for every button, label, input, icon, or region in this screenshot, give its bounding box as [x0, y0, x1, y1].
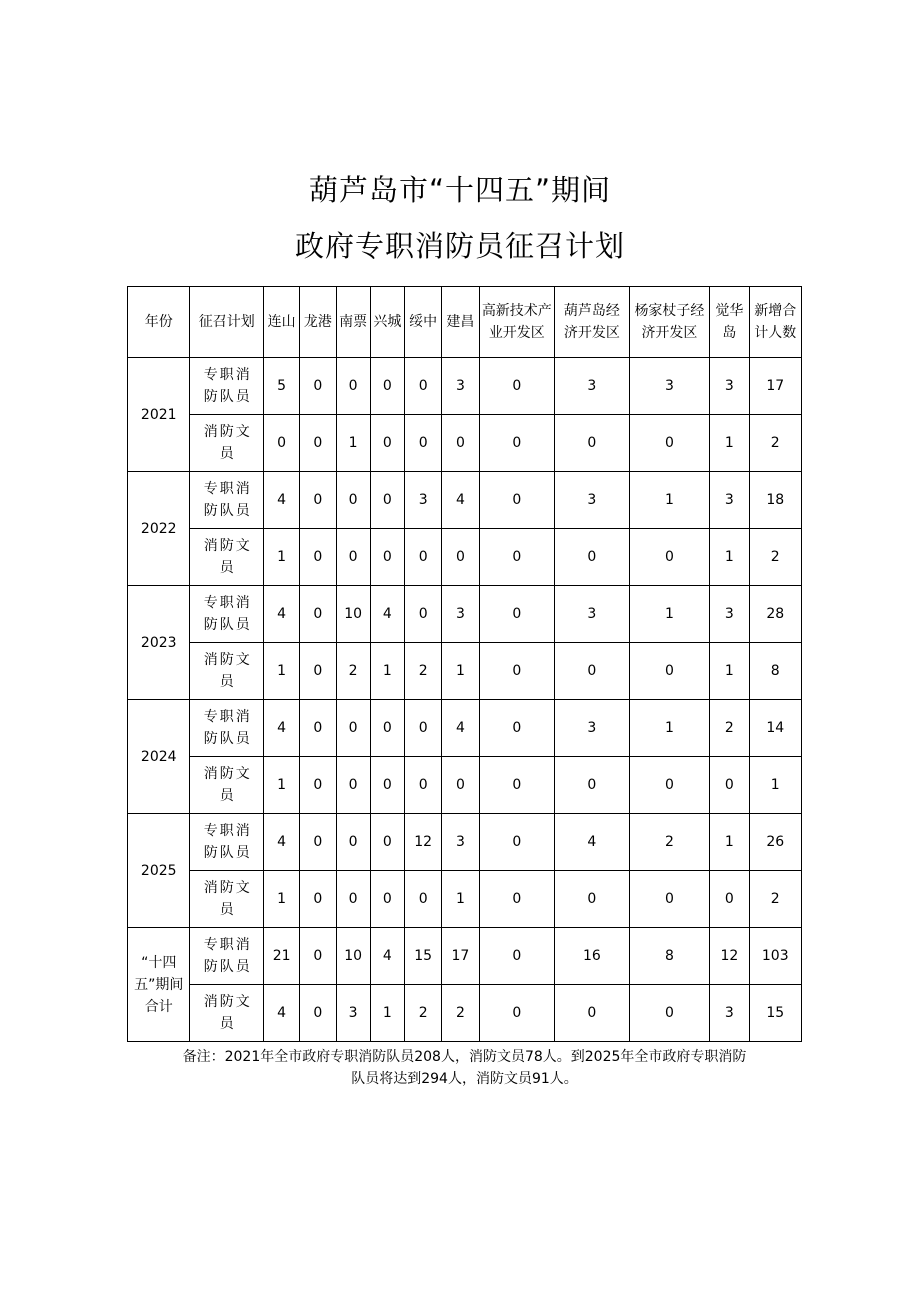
value-cell: 2: [405, 643, 442, 700]
value-cell: 0: [370, 871, 404, 928]
value-cell: 0: [300, 472, 336, 529]
value-cell: 0: [479, 643, 555, 700]
header-cell: 征召计划: [190, 287, 264, 358]
value-cell: 1: [370, 643, 404, 700]
value-cell: 2: [629, 814, 710, 871]
category-cell: 专职消防队员: [190, 814, 264, 871]
value-cell: 0: [370, 358, 404, 415]
table-row: [128, 472, 802, 529]
value-cell: 2: [442, 985, 479, 1042]
value-cell: 0: [479, 928, 555, 985]
value-cell: 4: [263, 814, 299, 871]
value-cell: 0: [405, 415, 442, 472]
value-cell: 1: [263, 529, 299, 586]
value-cell: 1: [442, 643, 479, 700]
value-cell: 0: [300, 928, 336, 985]
value-cell: 4: [442, 700, 479, 757]
footnote-line-1: 备注：2021年全市政府专职消防队员208人，消防文员78人。到2025年全市政府专职消防: [182, 1049, 747, 1065]
value-cell: 0: [442, 529, 479, 586]
header-cell: 连山: [263, 287, 299, 358]
table-row: [128, 757, 802, 814]
value-cell: 0: [336, 700, 370, 757]
total-cell: 14: [749, 700, 801, 757]
value-cell: 4: [263, 472, 299, 529]
value-cell: 0: [479, 415, 555, 472]
value-cell: 0: [479, 586, 555, 643]
value-cell: 0: [300, 529, 336, 586]
value-cell: 0: [479, 757, 555, 814]
value-cell: 0: [300, 871, 336, 928]
value-cell: 10: [336, 586, 370, 643]
value-cell: 0: [479, 814, 555, 871]
value-cell: 8: [629, 928, 710, 985]
category-cell: 消防文员: [190, 643, 264, 700]
value-cell: 1: [710, 415, 749, 472]
year-cell: 2023: [128, 586, 190, 700]
footnote-line-2: 队员将达到294人，消防文员91人。: [351, 1071, 578, 1087]
value-cell: 4: [555, 814, 630, 871]
value-cell: 3: [405, 472, 442, 529]
value-cell: 1: [263, 757, 299, 814]
total-cell: 2: [749, 871, 801, 928]
value-cell: 0: [479, 985, 555, 1042]
year-cell: 2024: [128, 700, 190, 814]
header-cell: 南票: [336, 287, 370, 358]
value-cell: 0: [555, 529, 630, 586]
header-cell: 绥中: [405, 287, 442, 358]
header-cell: 觉华岛: [710, 287, 749, 358]
category-cell: 专职消防队员: [190, 700, 264, 757]
value-cell: 1: [370, 985, 404, 1042]
value-cell: 0: [479, 700, 555, 757]
value-cell: 4: [263, 985, 299, 1042]
total-cell: 26: [749, 814, 801, 871]
value-cell: 0: [479, 472, 555, 529]
table-row: [128, 358, 802, 415]
value-cell: 10: [336, 928, 370, 985]
value-cell: 0: [370, 415, 404, 472]
category-cell: 专职消防队员: [190, 472, 264, 529]
category-cell: 消防文员: [190, 985, 264, 1042]
total-cell: 103: [749, 928, 801, 985]
value-cell: 3: [629, 358, 710, 415]
value-cell: 0: [479, 358, 555, 415]
value-cell: 0: [336, 814, 370, 871]
value-cell: 2: [405, 985, 442, 1042]
value-cell: 4: [263, 586, 299, 643]
value-cell: 0: [629, 529, 710, 586]
value-cell: 3: [710, 358, 749, 415]
value-cell: 4: [370, 928, 404, 985]
total-cell: 15: [749, 985, 801, 1042]
value-cell: 0: [629, 871, 710, 928]
value-cell: 1: [629, 472, 710, 529]
value-cell: 15: [405, 928, 442, 985]
category-cell: 消防文员: [190, 871, 264, 928]
header-cell: 兴城: [370, 287, 404, 358]
value-cell: 0: [300, 586, 336, 643]
value-cell: 1: [629, 586, 710, 643]
value-cell: 3: [555, 700, 630, 757]
title-line-1: 葫芦岛市“十四五”期间: [308, 173, 612, 207]
table-row: [128, 928, 802, 985]
value-cell: 4: [263, 700, 299, 757]
value-cell: 0: [479, 529, 555, 586]
value-cell: 17: [442, 928, 479, 985]
value-cell: 1: [263, 643, 299, 700]
value-cell: 3: [555, 358, 630, 415]
value-cell: 0: [370, 529, 404, 586]
value-cell: 3: [442, 586, 479, 643]
header-cell: 龙港: [300, 287, 336, 358]
value-cell: 0: [710, 757, 749, 814]
value-cell: 0: [405, 757, 442, 814]
header-cell: 建昌: [442, 287, 479, 358]
title-line-2: 政府专职消防员征召计划: [294, 229, 625, 263]
value-cell: 0: [336, 472, 370, 529]
value-cell: 0: [555, 643, 630, 700]
value-cell: 0: [405, 700, 442, 757]
value-cell: 2: [710, 700, 749, 757]
value-cell: 0: [370, 700, 404, 757]
value-cell: 0: [336, 871, 370, 928]
value-cell: 0: [370, 757, 404, 814]
value-cell: 0: [405, 358, 442, 415]
value-cell: 0: [300, 700, 336, 757]
total-cell: 2: [749, 415, 801, 472]
total-cell: 8: [749, 643, 801, 700]
value-cell: 0: [629, 985, 710, 1042]
value-cell: 1: [710, 529, 749, 586]
value-cell: 0: [405, 529, 442, 586]
value-cell: 0: [336, 358, 370, 415]
value-cell: 0: [442, 415, 479, 472]
value-cell: 0: [629, 757, 710, 814]
header-cell: 葫芦岛经济开发区: [555, 287, 630, 358]
category-cell: 专职消防队员: [190, 358, 264, 415]
value-cell: 21: [263, 928, 299, 985]
value-cell: 1: [710, 643, 749, 700]
value-cell: 1: [629, 700, 710, 757]
value-cell: 3: [442, 814, 479, 871]
value-cell: 0: [336, 529, 370, 586]
value-cell: 0: [300, 985, 336, 1042]
category-cell: 消防文员: [190, 529, 264, 586]
table-row: [128, 871, 802, 928]
table-row: [128, 586, 802, 643]
value-cell: 12: [710, 928, 749, 985]
value-cell: 0: [370, 814, 404, 871]
value-cell: 0: [336, 757, 370, 814]
header-row: [128, 287, 802, 358]
value-cell: 3: [555, 472, 630, 529]
total-cell: 17: [749, 358, 801, 415]
value-cell: 16: [555, 928, 630, 985]
value-cell: 1: [336, 415, 370, 472]
value-cell: 0: [555, 757, 630, 814]
value-cell: 0: [300, 358, 336, 415]
value-cell: 3: [710, 586, 749, 643]
value-cell: 0: [629, 415, 710, 472]
value-cell: 0: [300, 643, 336, 700]
value-cell: 0: [555, 871, 630, 928]
category-cell: 专职消防队员: [190, 928, 264, 985]
table-row: [128, 700, 802, 757]
table-row: [128, 643, 802, 700]
value-cell: 0: [370, 472, 404, 529]
value-cell: 1: [710, 814, 749, 871]
header-cell: 高新技术产业开发区: [479, 287, 555, 358]
value-cell: 0: [405, 586, 442, 643]
year-cell: 2025: [128, 814, 190, 928]
table-row: [128, 814, 802, 871]
value-cell: 0: [555, 985, 630, 1042]
category-cell: 消防文员: [190, 415, 264, 472]
value-cell: 0: [263, 415, 299, 472]
value-cell: 0: [300, 415, 336, 472]
value-cell: 3: [336, 985, 370, 1042]
value-cell: 0: [710, 871, 749, 928]
value-cell: 1: [263, 871, 299, 928]
value-cell: 0: [300, 757, 336, 814]
header-cell: 年份: [128, 287, 190, 358]
value-cell: 0: [479, 871, 555, 928]
value-cell: 0: [405, 871, 442, 928]
table-row: [128, 985, 802, 1042]
value-cell: 3: [710, 472, 749, 529]
recruitment-plan-table: [127, 286, 802, 1042]
value-cell: 5: [263, 358, 299, 415]
header-cell: 杨家杖子经济开发区: [629, 287, 710, 358]
table-row: [128, 415, 802, 472]
year-cell: 2022: [128, 472, 190, 586]
value-cell: 0: [442, 757, 479, 814]
value-cell: 0: [300, 814, 336, 871]
value-cell: 0: [629, 643, 710, 700]
header-cell: 新增合计人数: [749, 287, 801, 358]
value-cell: 3: [442, 358, 479, 415]
value-cell: 3: [555, 586, 630, 643]
value-cell: 2: [336, 643, 370, 700]
footnote: [127, 1046, 802, 1090]
value-cell: 4: [370, 586, 404, 643]
total-cell: 2: [749, 529, 801, 586]
category-cell: 专职消防队员: [190, 586, 264, 643]
year-cell: “十四五”期间合计: [128, 928, 190, 1042]
value-cell: 12: [405, 814, 442, 871]
value-cell: 4: [442, 472, 479, 529]
total-cell: 28: [749, 586, 801, 643]
value-cell: 3: [710, 985, 749, 1042]
total-cell: 1: [749, 757, 801, 814]
value-cell: 1: [442, 871, 479, 928]
table-row: [128, 529, 802, 586]
total-cell: 18: [749, 472, 801, 529]
value-cell: 0: [555, 415, 630, 472]
category-cell: 消防文员: [190, 757, 264, 814]
year-cell: 2021: [128, 358, 190, 472]
